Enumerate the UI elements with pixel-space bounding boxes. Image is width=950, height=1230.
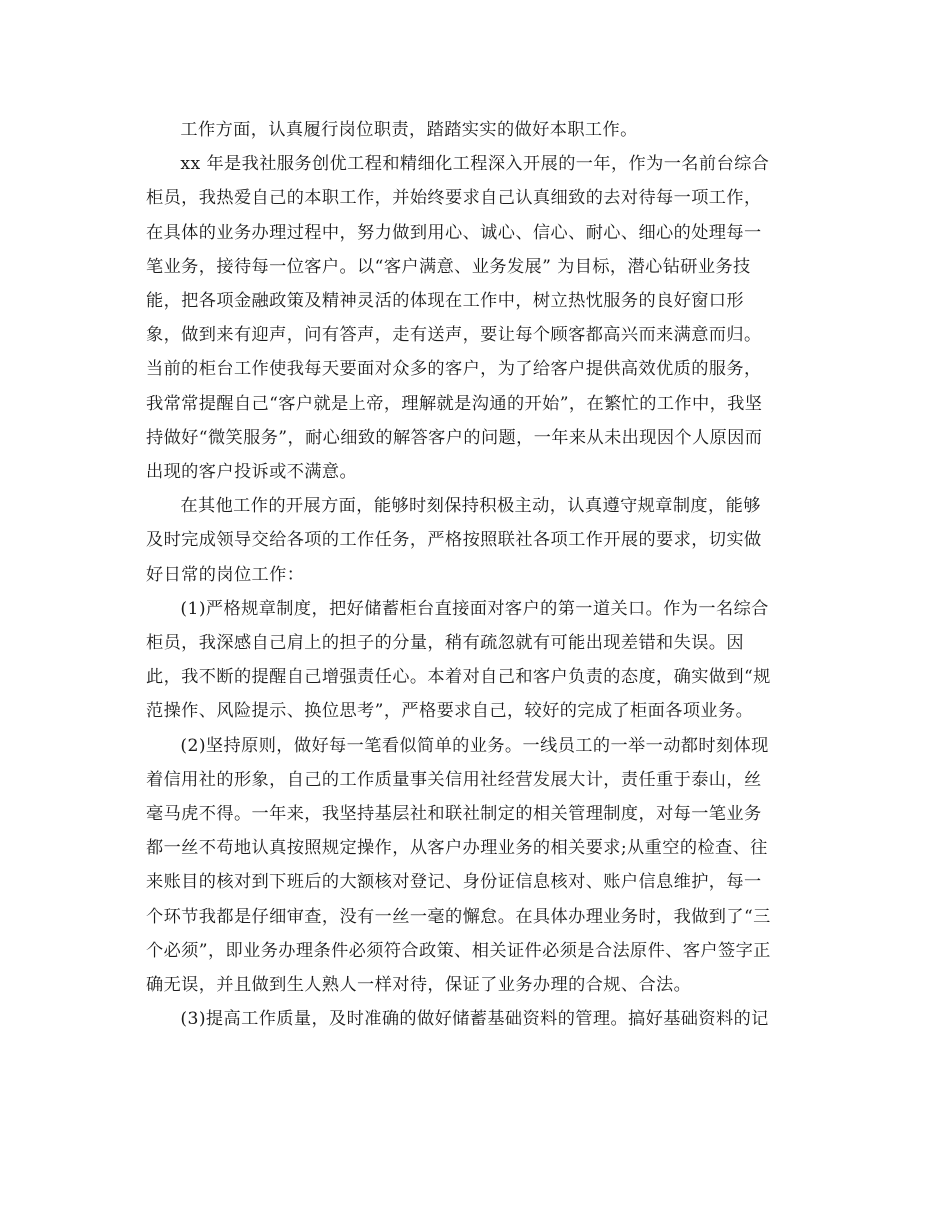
text-line: 毫马虎不得。一年来，我坚持基层社和联社制定的相关管理制度，对每一笔业务 — [146, 804, 762, 825]
text-line: 当前的柜台工作使我每天要面对众多的客户，为了给客户提供高效优质的服务， — [146, 359, 762, 380]
text-line: 都一丝不苟地认真按照规定操作，从客户办理业务的相关要求;从重空的检查、往 — [146, 838, 768, 859]
text-line: 能，把各项金融政策及精神灵活的体现在工作中，树立热忱服务的良好窗口形 — [146, 291, 744, 312]
text-line: 个环节我都是仔细审查，没有一丝一毫的懈怠。在具体办理业务时，我做到了“三 — [146, 906, 771, 927]
text-line: 着信用社的形象，自己的工作质量事关信用社经营发展大计，责任重于泰山，丝 — [146, 769, 762, 790]
text-line: 个必须”，即业务办理条件必须符合政策、相关证件必须是合法原件、客户签字正 — [146, 940, 771, 961]
text-line: 持做好“微笑服务”，耐心细致的解答客户的问题，一年来从未出现因个人原因而 — [146, 427, 763, 448]
text-line: 此，我不断的提醒自己增强责任心。本着对自己和客户负责的态度，确实做到“规 — [146, 667, 771, 688]
text-line: 确无误，并且做到生人熟人一样对待，保证了业务办理的合规、合法。 — [146, 975, 692, 996]
text-line: 工作方面，认真履行岗位职责，踏踏实实的做好本职工作。 — [180, 120, 638, 140]
text-line: 象，做到来有迎声，问有答声，走有送声，要让每个顾客都高兴而来满意而归。 — [146, 325, 762, 346]
text-line: (1)严格规章制度，把好储蓄柜台直接面对客户的第一道关口。作为一名综合 — [180, 598, 769, 619]
text-line: 在其他工作的开展方面，能够时刻保持积极主动，认真遵守规章制度，能够 — [180, 496, 761, 517]
text-line: 来账目的核对到下班后的大额核对登记、身份证信息核对、账户信息维护，每一 — [146, 872, 762, 893]
text-line: 好日常的岗位工作： — [146, 564, 305, 585]
text-line: 柜员，我热爱自己的本职工作，并始终要求自己认真细致的去对待每一项工作， — [146, 188, 762, 209]
document-body — [146, 113, 796, 1036]
text-line: (3)提高工作质量，及时准确的做好储蓄基础资料的管理。搞好基础资料的记 — [180, 1009, 769, 1030]
text-line: 笔业务，接待每一位客户。以“客户满意、业务发展” 为目标，潜心钻研业务技 — [146, 256, 751, 277]
text-line: xx 年是我社服务创优工程和精细化工程深入开展的一年，作为一名前台综合 — [180, 154, 770, 175]
text-line: (2)坚持原则，做好每一笔看似简单的业务。一线员工的一举一动都时刻体现 — [180, 735, 769, 756]
text-line: 在具体的业务办理过程中，努力做到用心、诚心、信心、耐心、细心的处理每一 — [146, 222, 762, 243]
text-line: 及时完成领导交给各项的工作任务，严格按照联社各项工作开展的要求，切实做 — [146, 530, 762, 551]
paragraph-item-2 — [146, 729, 796, 1003]
text-line: 出现的客户投诉或不满意。 — [146, 462, 358, 483]
paragraph-item-1 — [146, 592, 796, 729]
text-line: 柜员，我深感自己肩上的担子的分量，稍有疏忽就有可能出现差错和失误。因 — [146, 633, 744, 654]
paragraph-other-work — [146, 489, 796, 592]
text-line: 我常常提醒自己“客户就是上帝，理解就是沟通的开始”，在繁忙的工作中，我坚 — [146, 393, 763, 414]
paragraph-work-duties — [146, 113, 796, 147]
paragraph-item-3 — [146, 1002, 796, 1036]
text-line: 范操作、风险提示、换位思考”，严格要求自己，较好的完成了柜面各项业务。 — [146, 701, 754, 722]
paragraph-annual-service — [146, 147, 796, 489]
